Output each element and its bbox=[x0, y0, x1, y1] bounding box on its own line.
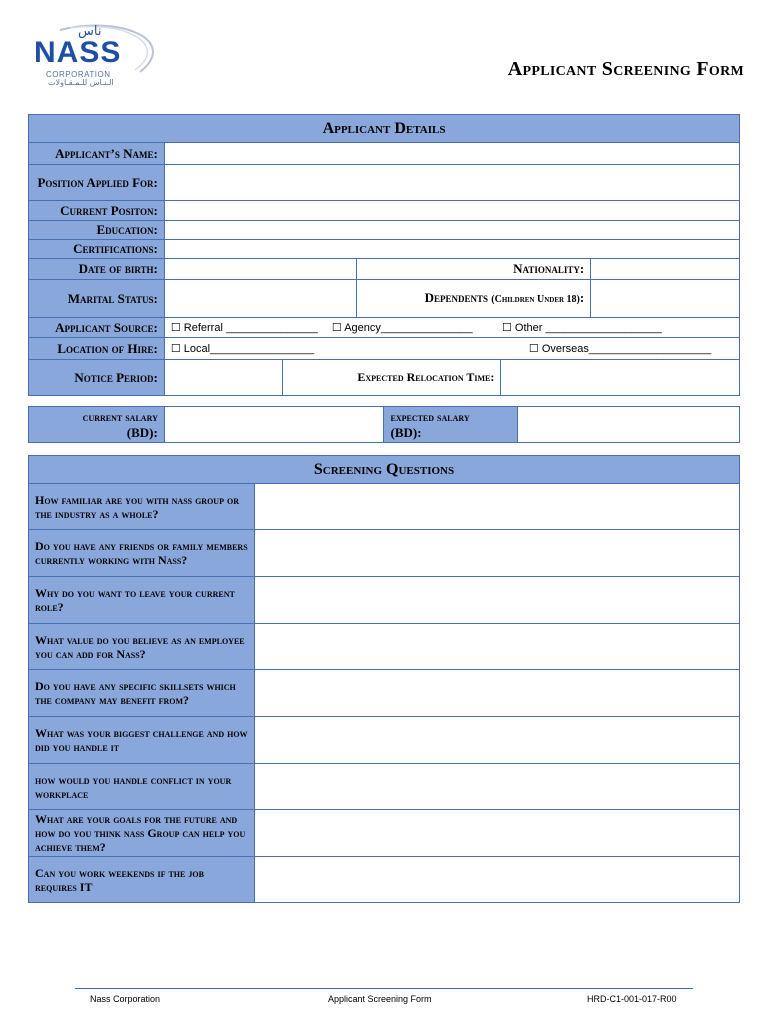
logo-arabic-subtext: الـنـاس للـمـقـاولات bbox=[48, 78, 114, 87]
dob-label: Date of birth: bbox=[29, 259, 165, 280]
location-overseas-checkbox[interactable]: ☐ Overseas____________________ bbox=[528, 343, 712, 355]
answer-1-field[interactable] bbox=[254, 484, 739, 530]
answer-3-field[interactable] bbox=[254, 577, 739, 624]
logo-corporation: CORPORATION bbox=[46, 70, 111, 79]
footer-company: Nass Corporation bbox=[90, 994, 161, 1004]
marital-status-label: Marital Status: bbox=[29, 280, 165, 318]
answer-5-field[interactable] bbox=[254, 670, 739, 717]
location-local-checkbox[interactable]: ☐ Local_________________ bbox=[170, 343, 315, 355]
company-logo bbox=[30, 20, 160, 90]
question-3: Why do you want to leave your current role? bbox=[29, 577, 255, 624]
answer-4-field[interactable] bbox=[254, 624, 739, 670]
answer-2-field[interactable] bbox=[254, 530, 739, 577]
nationality-field[interactable] bbox=[591, 259, 740, 280]
dependents-label-cell: Dependents (Children Under 18): bbox=[356, 280, 591, 318]
nationality-label: Nationality: bbox=[356, 259, 591, 280]
current-position-field[interactable] bbox=[164, 201, 739, 221]
footer-divider bbox=[75, 988, 693, 989]
certifications-label: Certifications: bbox=[29, 240, 165, 259]
applicant-name-field[interactable] bbox=[164, 143, 739, 165]
education-label: Education: bbox=[29, 221, 165, 240]
expected-relocation-label: Expected Relocation Time: bbox=[282, 360, 501, 396]
dependents-field[interactable] bbox=[591, 280, 740, 318]
location-of-hire-label: Location of Hire: bbox=[29, 338, 165, 360]
expected-salary-field[interactable] bbox=[518, 407, 740, 443]
location-of-hire-options bbox=[164, 338, 739, 360]
salary-table bbox=[28, 406, 740, 443]
question-9: Can you work weekends if the job requires IT bbox=[29, 857, 255, 903]
dependents-note: (Children Under 18) bbox=[491, 294, 580, 305]
screening-questions-heading: Screening Questions bbox=[29, 456, 740, 484]
marital-status-field[interactable] bbox=[164, 280, 356, 318]
logo-arabic-text: ناس bbox=[78, 24, 102, 39]
source-referral-checkbox[interactable]: ☐ Referral _______________ bbox=[170, 322, 318, 334]
page-title: Applicant Screening Form bbox=[507, 58, 744, 80]
applicant-details-heading: Applicant Details bbox=[29, 115, 740, 143]
dob-field[interactable] bbox=[164, 259, 356, 280]
current-salary-field[interactable] bbox=[164, 407, 384, 443]
question-2: Do you have any friends or family members currently working with Nass? bbox=[29, 530, 255, 577]
current-salary-unit: (BD): bbox=[126, 424, 158, 440]
notice-period-label: Notice Period: bbox=[29, 360, 165, 396]
dependents-label: Dependents bbox=[424, 290, 489, 305]
question-7: how would you handle conflict in your workplace bbox=[29, 764, 255, 810]
screening-questions-table bbox=[28, 455, 740, 903]
certifications-field[interactable] bbox=[164, 240, 739, 259]
question-5: Do you have any specific skillsets which the company may benefit from? bbox=[29, 670, 255, 717]
position-applied-label: Position Applied For: bbox=[29, 165, 165, 201]
applicant-name-label: Applicant’s Name: bbox=[29, 143, 165, 165]
question-8: What are your goals for the future and how do you think nass Group can help you achieve them? bbox=[29, 810, 255, 857]
question-4: What value do you believe as an employee you can add for Nass? bbox=[29, 624, 255, 670]
source-other-checkbox[interactable]: ☐ Other ___________________ bbox=[501, 322, 662, 334]
education-field[interactable] bbox=[164, 221, 739, 240]
current-salary-label: current salary bbox=[82, 409, 158, 424]
expected-salary-label: expected salary bbox=[390, 409, 470, 424]
answer-6-field[interactable] bbox=[254, 717, 739, 764]
question-1: How familiar are you with nass group or the industry as a whole? bbox=[29, 484, 255, 530]
applicant-details-table bbox=[28, 114, 740, 396]
source-agency-checkbox[interactable]: ☐ Agency_______________ bbox=[331, 322, 473, 334]
footer-form-code: HRD-C1-001-017-R00 bbox=[587, 994, 677, 1004]
footer-form-name: Applicant Screening Form bbox=[328, 994, 432, 1004]
expected-relocation-field[interactable] bbox=[501, 360, 740, 396]
expected-salary-label-cell bbox=[384, 407, 518, 443]
answer-9-field[interactable] bbox=[254, 857, 739, 903]
applicant-source-label: Applicant Source: bbox=[29, 318, 165, 338]
expected-salary-unit: (BD): bbox=[390, 424, 422, 440]
answer-8-field[interactable] bbox=[254, 810, 739, 857]
position-applied-field[interactable] bbox=[164, 165, 739, 201]
logo-name: NASS bbox=[34, 36, 122, 69]
notice-period-field[interactable] bbox=[164, 360, 282, 396]
applicant-source-options bbox=[164, 318, 739, 338]
current-salary-label-cell bbox=[29, 407, 165, 443]
current-position-label: Current Positon: bbox=[29, 201, 165, 221]
answer-7-field[interactable] bbox=[254, 764, 739, 810]
question-6: What was your biggest challenge and how did you handle it bbox=[29, 717, 255, 764]
